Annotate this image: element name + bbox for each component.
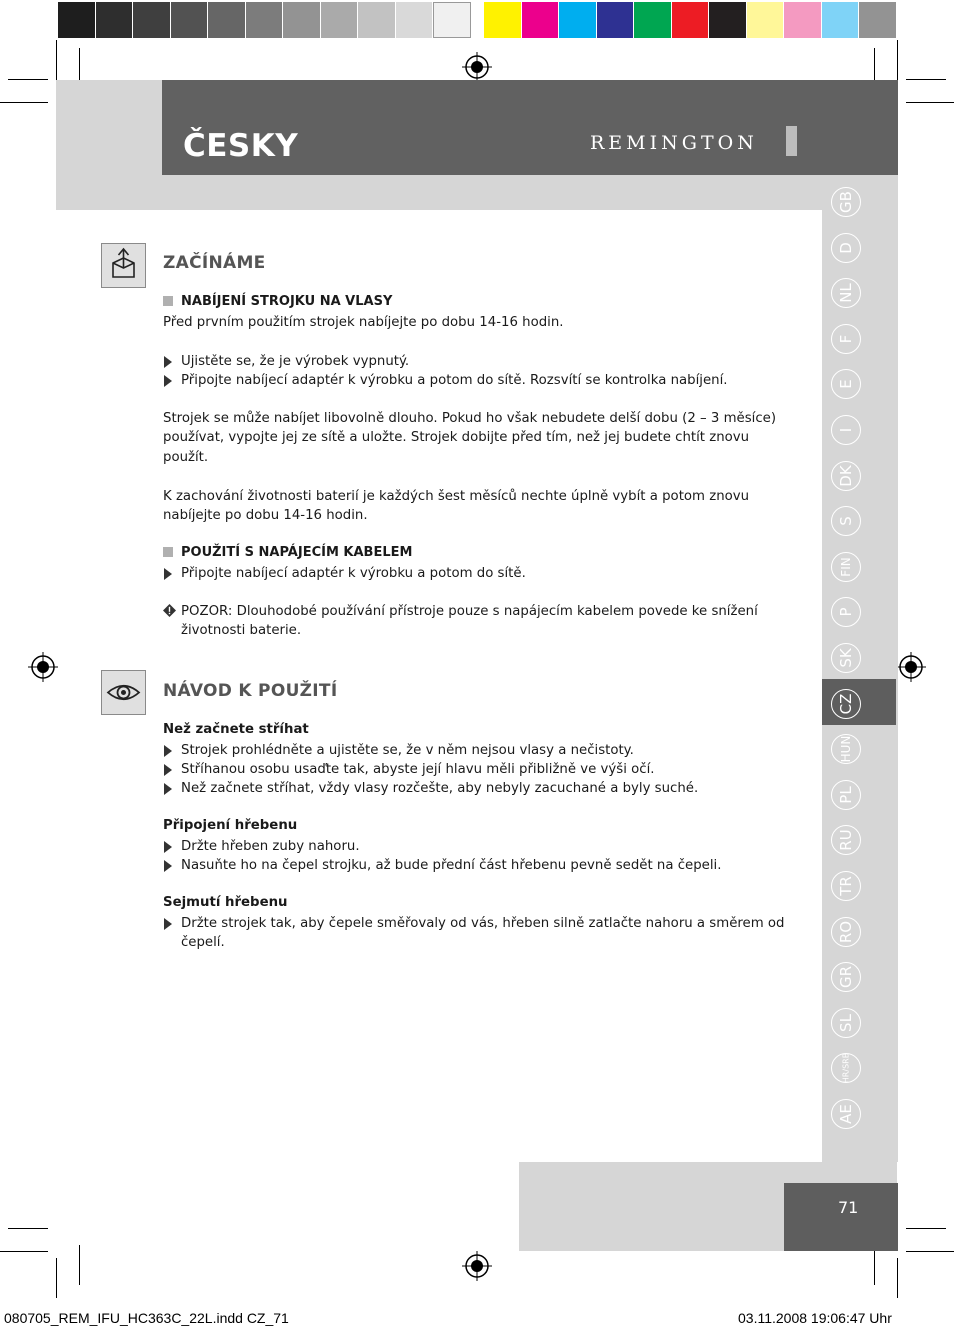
crop-mark <box>8 1228 48 1229</box>
language-tab-label: CZ <box>837 693 855 714</box>
language-tab-d[interactable] <box>831 233 861 263</box>
list-item: Stříhanou osobu usaďte tak, abyste její hlavu měli přibližně ve výši očí. <box>163 760 795 779</box>
crop-mark <box>897 40 898 80</box>
crop-mark <box>56 1258 57 1298</box>
language-tab-label: E <box>837 379 855 390</box>
language-tab-label: GB <box>837 191 855 213</box>
print-slug-file: 080705_REM_IFU_HC363C_22L.indd CZ_71 <box>4 1310 289 1326</box>
language-tab-fin[interactable] <box>831 552 861 582</box>
language-tab-label: NL <box>837 283 855 303</box>
language-tab-cz[interactable] <box>831 689 861 719</box>
language-tab-ae[interactable] <box>831 1099 861 1129</box>
crop-mark <box>906 79 946 80</box>
subheading-before-cutting: Než začnete stříhat <box>163 722 309 737</box>
subheading-attach-comb: Připojení hřebenu <box>163 818 298 833</box>
subheading-text: NABÍJENÍ STROJKU NA VLASY <box>181 294 393 309</box>
page-number-box <box>784 1183 898 1251</box>
color-swatch <box>597 2 635 38</box>
gray-swatch <box>246 2 284 38</box>
color-swatch <box>672 2 710 38</box>
list-item: Držte hřeben zuby nahoru. <box>163 837 795 856</box>
eye-icon <box>101 670 146 715</box>
crop-mark <box>906 1228 946 1229</box>
language-tab-hun[interactable] <box>831 734 861 764</box>
crop-mark <box>0 1251 48 1252</box>
language-tab-sl[interactable] <box>831 1008 861 1038</box>
crop-mark <box>874 1245 875 1285</box>
color-swatch <box>522 2 560 38</box>
language-tab-gr[interactable] <box>831 962 861 992</box>
crop-mark <box>906 102 954 103</box>
registration-mark-icon <box>28 652 58 682</box>
brand-logo: REMINGTON <box>590 132 758 154</box>
subheading-remove-comb: Sejmutí hřebenu <box>163 895 288 910</box>
language-tab-label: RU <box>837 829 855 852</box>
list-item: Držte strojek tak, aby čepele směřovaly od vás, hřeben silně zatlačte nahoru a směrem od čepelí. <box>163 914 797 953</box>
charging-intro: Před prvním použitím strojek nabíjejte po dobu 14-16 hodin. <box>163 315 564 330</box>
language-tab-sk[interactable] <box>831 643 861 673</box>
color-swatch <box>859 2 897 38</box>
color-swatch <box>559 2 597 38</box>
color-swatch <box>634 2 672 38</box>
gray-swatch <box>358 2 396 38</box>
registration-mark-icon <box>896 652 926 682</box>
language-tab-label: S <box>837 516 855 526</box>
brand-accent-bar <box>786 126 797 156</box>
language-tab-label: SL <box>837 1013 855 1032</box>
list-item: Ujistěte se, že je výrobek vypnutý. <box>163 352 795 371</box>
gray-swatch <box>58 2 96 38</box>
language-tab-pl[interactable] <box>831 780 861 810</box>
crop-mark <box>897 1258 898 1298</box>
page-number: 71 <box>838 1198 859 1217</box>
gray-swatch <box>96 2 134 38</box>
language-tab-dk[interactable] <box>831 461 861 491</box>
subheading-cable <box>163 545 412 560</box>
language-tab-f[interactable] <box>831 324 861 354</box>
language-tab-label: RO <box>837 920 855 943</box>
crop-mark <box>906 1251 954 1252</box>
language-tab-i[interactable] <box>831 415 861 445</box>
registration-mark-icon <box>462 1251 492 1281</box>
charging-paragraph: Strojek se může nabíjet libovolně dlouho. Pokud ho však nebudete delší dobu (2 – 3 měsíce) používat, vypojte jej ze sítě a uložte. Strojek dobijte před tím, než jej budete chtít znovu použít. <box>163 411 777 465</box>
gray-swatch <box>396 2 434 38</box>
list-item: Připojte nabíjecí adaptér k výrobku a potom do sítě. <box>163 564 795 583</box>
language-tab-gb[interactable] <box>831 187 861 217</box>
color-swatch <box>709 2 747 38</box>
gray-swatch <box>171 2 209 38</box>
language-tab-label: I <box>837 427 855 433</box>
color-swatch <box>822 2 860 38</box>
language-tab-label: PL <box>837 786 855 804</box>
language-tab-ro[interactable] <box>831 917 861 947</box>
list-item: Strojek prohlédněte a ujistěte se, že v něm nejsou vlasy a nečistoty. <box>163 741 795 760</box>
list-item: Nasuňte ho na čepel strojku, až bude přední část hřebenu pevně sedět na čepeli. <box>163 856 795 875</box>
crop-mark <box>79 1245 80 1285</box>
language-tab-label: D <box>837 241 855 254</box>
gray-swatch <box>433 2 471 38</box>
crop-mark <box>8 79 48 80</box>
list-item: Než začnete stříhat, vždy vlasy rozčešte, aby nebyly zacuchané a byly suché. <box>163 779 795 798</box>
subheading-charging <box>163 294 392 309</box>
gray-swatch <box>321 2 359 38</box>
language-tab-label: SK <box>837 648 855 668</box>
list-item: Připojte nabíjecí adaptér k výrobku a potom do sítě. Rozsvítí se kontrolka nabíjení. <box>163 371 795 390</box>
warning-text: POZOR: Dlouhodobé používání přístroje pouze s napájecím kabelem povede ke snížení životnosti baterie. <box>181 604 758 639</box>
gray-swatch <box>208 2 246 38</box>
language-tab-label: HR/SRB <box>841 1053 851 1084</box>
crop-mark <box>0 102 48 103</box>
language-tab-nl[interactable] <box>831 278 861 308</box>
subheading-text: POUŽITÍ S NAPÁJECÍM KABELEM <box>181 545 413 560</box>
registration-mark-icon <box>462 52 492 82</box>
language-tab-label: DK <box>837 464 855 487</box>
square-bullet-icon <box>163 547 173 557</box>
charging-paragraph: K zachování životnosti baterií je každých šest měsíců nechte úplně vybít a potom znovu nabíjejte po dobu 14-16 hodin. <box>163 489 750 524</box>
square-bullet-icon <box>163 296 173 306</box>
print-slug-date: 03.11.2008 19:06:47 Uhr <box>738 1310 892 1326</box>
color-swatch <box>747 2 785 38</box>
language-tab-label: GR <box>837 966 855 989</box>
color-swatch <box>784 2 822 38</box>
warning-icon <box>163 604 176 617</box>
warning-note <box>163 602 795 641</box>
gray-swatch <box>133 2 171 38</box>
language-tab-label: HUN <box>839 735 853 763</box>
language-tab-s[interactable] <box>831 506 861 536</box>
box-upload-icon <box>101 243 146 288</box>
gray-swatch <box>283 2 321 38</box>
language-tab-tr[interactable] <box>831 871 861 901</box>
language-tab-label: F <box>837 334 855 344</box>
crop-mark <box>56 40 57 80</box>
section-title-usage: NÁVOD K POUŽITÍ <box>163 681 338 701</box>
language-tab-label: FIN <box>839 557 853 577</box>
language-tab-label: TR <box>837 876 855 896</box>
section-title-start: ZAČÍNÁME <box>163 253 266 273</box>
language-tab-label: P <box>837 607 855 617</box>
page-title: ČESKY <box>183 128 299 164</box>
language-tab-label: AE <box>837 1104 855 1124</box>
color-swatch <box>484 2 522 38</box>
